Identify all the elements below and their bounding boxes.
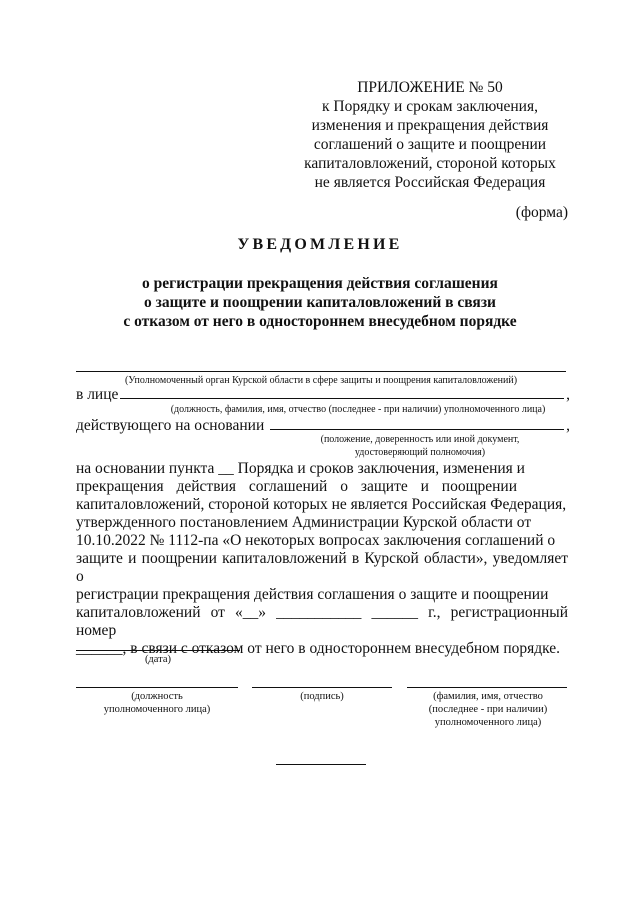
body-line: капиталовложений, стороной которых не является Российская Федерация,: [76, 496, 567, 513]
appendix-line: изменения и прекращения действия: [311, 117, 549, 134]
name-caption-line: уполномоченного лица): [434, 717, 542, 728]
appendix-line: не является Российская Федерация: [314, 174, 546, 191]
basis-caption: [300, 433, 540, 459]
body-line: на основании пункта __ Порядка и сроков заключения, изменения и: [76, 460, 525, 477]
basis-caption-line: (положение, доверенность или иной документ,: [320, 434, 520, 445]
body-line: регистрации прекращения действия соглашения о защите и поощрении: [76, 586, 549, 603]
authority-caption: (Уполномоченный орган Курской области в сфере защиты и поощрения капиталовложений): [124, 375, 518, 386]
basis-caption-line: удостоверяющий полномочия): [354, 447, 486, 458]
body-paragraph: [76, 460, 568, 658]
appendix-line: к Порядку и срокам заключения,: [322, 98, 538, 115]
position-caption-line: (должность: [131, 691, 183, 702]
acting-basis-label: действующего на основании: [76, 417, 265, 434]
name-caption-line: (последнее - при наличии): [428, 704, 548, 715]
appendix-title: ПРИЛОЖЕНИЕ № 50: [357, 79, 503, 96]
subtitle-line: о защите и поощрении капиталовложений в связи: [144, 294, 496, 311]
date-caption: (дата): [144, 654, 172, 665]
appendix-line: соглашений о защите и поощрении: [313, 136, 547, 153]
document-title: УВЕДОМЛЕНИЕ: [237, 236, 403, 253]
name-fill-line: [407, 687, 567, 688]
subtitle-line: с отказом от него в одностороннем внесудебном порядке: [123, 313, 517, 330]
body-line: утвержденного постановлением Администрации Курской области от: [76, 514, 532, 531]
name-caption: [400, 690, 576, 729]
form-label: (форма): [515, 204, 568, 221]
body-line: прекращения действия соглашений о защите и поощрении: [76, 478, 518, 495]
signature-caption: (подпись): [300, 691, 344, 702]
body-line: капиталовложений от «__» ___________ ______ г., регистрационный номер: [76, 604, 568, 639]
document-subtitle: [40, 274, 600, 331]
name-caption-line: (фамилия, имя, отчество: [433, 691, 543, 702]
acting-basis-row: действующего на основании ,: [76, 417, 570, 434]
authority-fill-line: [76, 371, 566, 372]
person-caption: (должность, фамилия, имя, отчество (последнее - при наличии) уполномоченного лица): [170, 404, 546, 415]
in-person-row: в лице ,: [76, 386, 570, 403]
position-caption: [76, 690, 238, 716]
body-line: защите и поощрении капиталовложений в Курской области», уведомляет о: [76, 550, 568, 585]
position-fill-line: [76, 687, 238, 688]
closing-separator: [276, 764, 366, 765]
signature-fill-line: [252, 687, 392, 688]
appendix-header: [290, 78, 570, 192]
position-caption-line: уполномоченного лица): [103, 704, 211, 715]
body-line: ______, в связи с отказом от него в одностороннем внесудебном порядке.: [76, 640, 561, 657]
acting-basis-fill-line: [270, 416, 564, 430]
subtitle-line: о регистрации прекращения действия соглашения: [142, 275, 498, 292]
appendix-line: капиталовложений, стороной которых: [304, 155, 556, 172]
in-person-label: в лице: [76, 386, 119, 403]
in-person-fill-line: [120, 385, 564, 399]
body-line: 10.10.2022 № 1112-па «О некоторых вопросах заключения соглашений о: [76, 532, 556, 549]
date-fill-line: [76, 650, 240, 651]
